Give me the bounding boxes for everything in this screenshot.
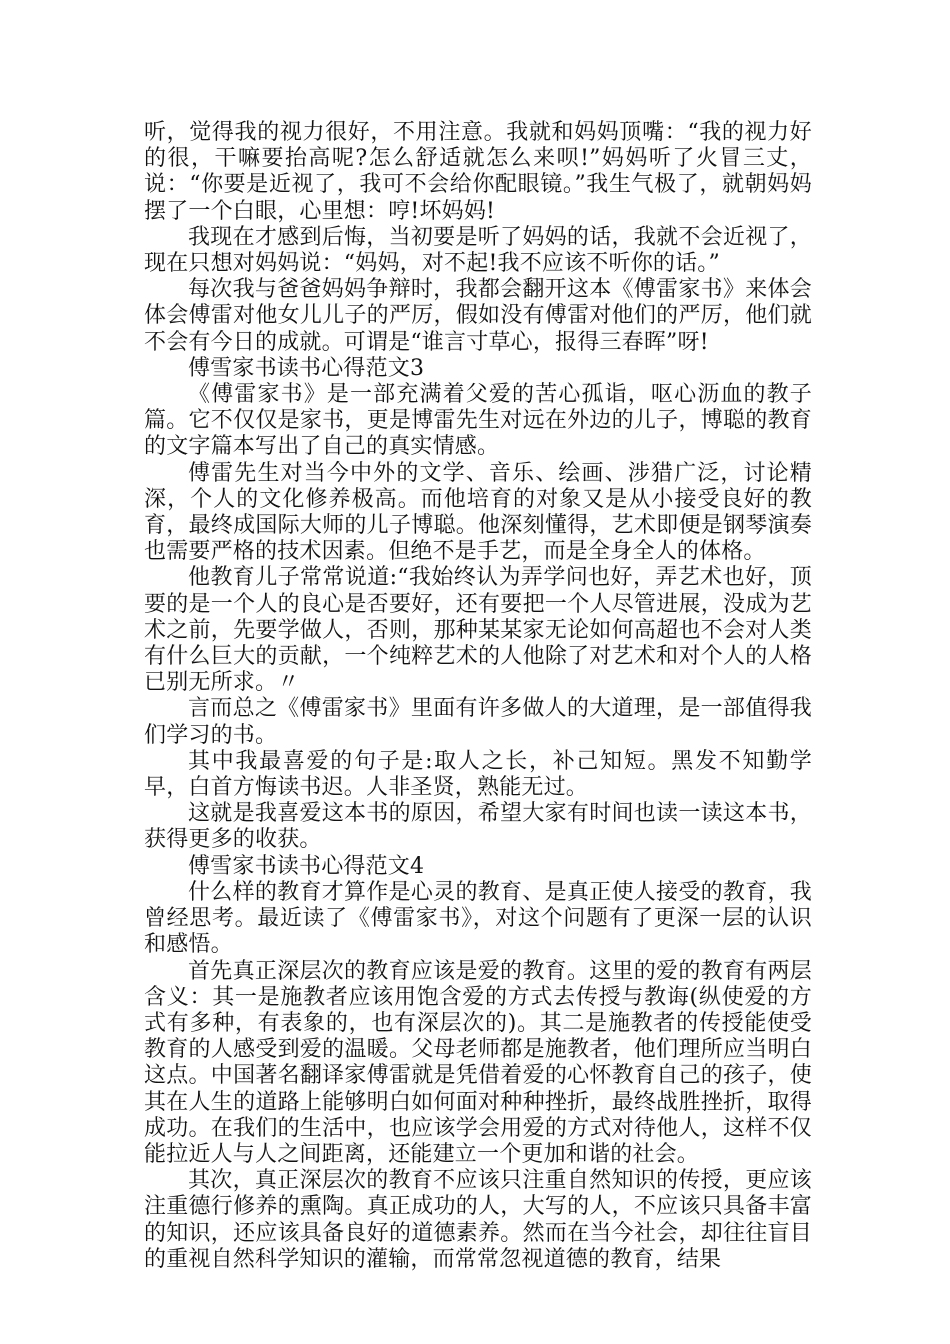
document-page (144, 120, 812, 1273)
paragraph: 其次，真正深层次的教育不应该只注重自然知识的传授，更应该注重德行修养的熏陶。真正成功的人，大写的人，不应该只具备丰富的知识，还应该具备良好的道德素养。然而在当今社会，却往往盲目的重视自然科学知识的灌输，而常常忽视道德的教育，结果 (144, 1168, 812, 1272)
paragraph: 傅雷先生对当今中外的文学、音乐、绘画、涉猎广泛，讨论精深，个人的文化修养极高。而他培育的对象又是从小接受良好的教育，最终成国际大师的儿子博聪。他深刻懂得，艺术即便是钢琴演奏也需要严格的技术因素。但绝不是手艺，而是全身全人的体格。 (144, 460, 812, 565)
paragraph: 我现在才感到后悔，当初要是听了妈妈的话，我就不会近视了，现在只想对妈妈说：“妈妈，对不起!我不应该不听你的话。” (144, 224, 812, 277)
paragraph: 其中我最喜爱的句子是:取人之长，补己知短。黑发不知勤学早，白首方悔读书迟。人非圣贤，熟能无过。 (144, 748, 812, 801)
paragraph: 听，觉得我的视力很好，不用注意。我就和妈妈顶嘴：“我的视力好的很，干嘛要抬高呢?怎么舒适就怎么来呗!”妈妈听了火冒三丈，说：“你要是近视了，我可不会给你配眼镜。”我生气极了，就朝妈妈摆了一个白眼，心里想：哼!坏妈妈! (144, 120, 812, 224)
paragraph: 《傅雷家书》是一部充满着父爱的苦心孤诣，呕心沥血的教子篇。它不仅仅是家书，更是博雷先生对远在外边的儿子，博聪的教育的文字篇本写出了自己的真实情感。 (144, 382, 812, 460)
section-heading: 傅雪家书读书心得范文3 (188, 355, 425, 381)
paragraph: 他教育儿子常常说道:“我始终认为弄学问也好，弄艺术也好，顶要的是一个人的良心是否要好，还有要把一个人尽管进展，没成为艺术之前，先要学做人，否则，那种某某家无论如何高超也不会对人类有什么巨大的贡献，一个纯粹艺术的人他除了对艺术和对个人的人格已别无所求。〃 (144, 565, 812, 696)
paragraph: 每次我与爸爸妈妈争辩时，我都会翻开这本《傅雷家书》来体会体会傅雷对他女儿儿子的严厉，假如没有傅雷对他们的严厉，他们就不会有今日的成就。可谓是“谁言寸草心，报得三春晖”呀! (144, 277, 812, 355)
paragraph: 什么样的教育才算作是心灵的教育、是真正使人接受的教育，我曾经思考。最近读了《傅雷家书》，对这个问题有了更深一层的认识和感悟。 (144, 879, 812, 958)
paragraph: 言而总之《傅雷家书》里面有许多做人的大道理，是一部值得我们学习的书。 (144, 696, 812, 748)
paragraph: 首先真正深层次的教育应该是爱的教育。这里的爱的教育有两层含义：其一是施教者应该用饱含爱的方式去传授与教诲(纵使爱的方式有多种，有表象的，也有深层次的)。其二是施教者的传授能使受教育的人感受到爱的温暖。父母老师都是施教者，他们理所应当明白这点。中国著名翻译家傅雷就是凭借着爱的心怀教育自己的孩子，使其在人生的道路上能够明白如何面对种种挫折，最终战胜挫折，取得成功。在我们的生活中，也应该学会用爱的方式对待他人，这样不仅能拉近人与人之间距离，还能建立一个更加和谐的社会。 (144, 958, 812, 1167)
section-heading: 傅雪家书读书心得范文4 (188, 853, 425, 879)
paragraph: 这就是我喜爱这本书的原因，希望大家有时间也读一读这本书，获得更多的收获。 (144, 801, 812, 853)
